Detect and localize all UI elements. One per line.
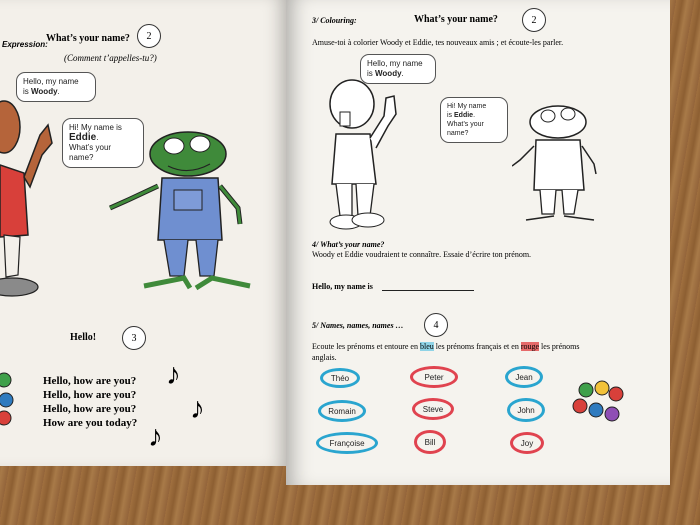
bubble-text: is: [367, 69, 373, 78]
bubble-name: Eddie: [454, 112, 474, 119]
name-circle[interactable]: Joy: [510, 432, 544, 454]
bubble-text: Hi! My name: [447, 103, 487, 110]
bubble-text: Hello, my name: [23, 77, 79, 86]
eddie-speech-bubble: [440, 97, 508, 143]
section-instruction: Amuse-toi à colorier Woody et Eddie, tes nouveaux amis ; et écoute-les parler.: [312, 38, 564, 47]
highlighted-word-blue: bleu: [419, 342, 434, 351]
bubble-name: Woody: [375, 69, 402, 78]
section-title: What’s your name?: [46, 33, 130, 44]
name-circle[interactable]: John: [507, 398, 545, 422]
bubble-text: .: [401, 69, 404, 78]
name-circle[interactable]: Jean: [505, 366, 543, 388]
name-circle[interactable]: Françoise: [316, 432, 378, 454]
children-faces-illustration: [572, 380, 628, 426]
bubble-text: is: [23, 87, 29, 96]
instruction-text: Ecoute les prénoms et entoure en: [312, 342, 418, 351]
section-subtitle: (Comment t’appelles-tu?): [64, 53, 157, 63]
bubble-text: What’s your: [69, 143, 112, 152]
section-instruction: Woody et Eddie voudraient te connaître. Essaie d’écrire ton prénom.: [312, 250, 532, 259]
song-line: Hello, how are you?: [43, 375, 137, 387]
name-prompt: Hello, my name is: [312, 282, 373, 291]
left-page: [0, 0, 286, 466]
exercise-number: 3: [122, 326, 146, 350]
music-note-icon: ♪: [148, 420, 163, 453]
name-circle[interactable]: Romain: [318, 400, 366, 422]
name-write-line[interactable]: [382, 290, 474, 291]
bubble-text: name?: [447, 130, 469, 137]
bubble-text: What’s your: [447, 121, 484, 128]
bubble-text: name?: [69, 153, 94, 162]
children-faces-illustration: [0, 370, 16, 430]
music-note-icon: ♪: [166, 358, 181, 391]
song-line: Hello, how are you?: [43, 403, 137, 415]
bubble-text: is: [447, 112, 453, 119]
name-circle[interactable]: Théo: [320, 368, 360, 388]
bubble-text: .: [473, 112, 476, 119]
name-circle[interactable]: Steve: [412, 398, 454, 420]
exercise-number: 4: [424, 313, 448, 337]
highlighted-word-red: rouge: [520, 342, 540, 351]
name-circle[interactable]: Peter: [410, 366, 458, 388]
eddie-frog-outline-illustration: [512, 102, 622, 232]
bubble-text: .: [96, 133, 99, 142]
right-page: [286, 0, 670, 485]
instruction-text: les prénoms français et en: [435, 342, 519, 351]
section-title: 5/ Names, names, names …: [312, 321, 404, 330]
woody-colored-illustration: [0, 95, 60, 305]
woody-outline-illustration: [322, 76, 422, 236]
bubble-text: Hi! My name is: [69, 123, 122, 132]
bubble-name: Woody: [31, 87, 58, 96]
bubble-text: .: [57, 87, 60, 96]
section-title: 4/ What’s your name?: [312, 240, 385, 249]
section-prefix: Expression:: [2, 40, 48, 49]
section-instruction: [312, 341, 662, 363]
exercise-number: 2: [137, 24, 161, 48]
name-circle[interactable]: Bill: [414, 430, 446, 454]
instruction-text: anglais.: [312, 353, 337, 362]
song-line: How are you today?: [43, 417, 138, 429]
section-heading: What’s your name?: [414, 14, 498, 25]
music-note-icon: ♪: [190, 392, 205, 425]
exercise-number: 2: [522, 8, 546, 32]
eddie-frog-colored-illustration: [100, 128, 270, 298]
song-line: Hello, how are you?: [43, 389, 137, 401]
section-title: 3/ Colouring:: [312, 16, 357, 25]
section-title: Hello!: [70, 332, 97, 343]
instruction-text: les prénoms: [541, 342, 580, 351]
bubble-name: Eddie: [69, 132, 97, 143]
bubble-text: Hello, my name: [367, 59, 423, 68]
